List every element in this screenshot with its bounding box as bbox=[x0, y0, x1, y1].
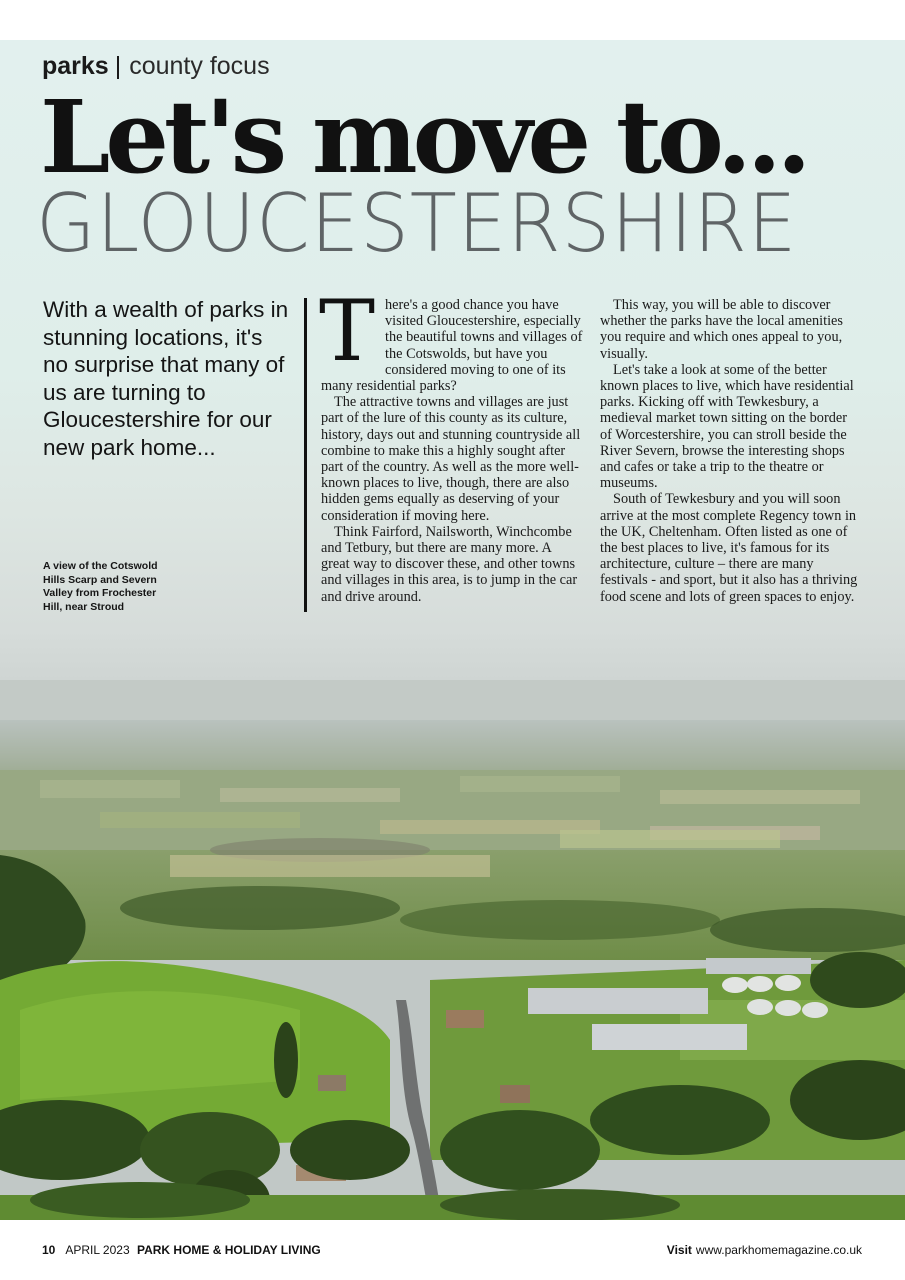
drop-cap: T bbox=[319, 282, 376, 380]
issue-date: APRIL 2023 bbox=[65, 1243, 130, 1257]
article-column-1 bbox=[319, 282, 583, 605]
page-number: 10 bbox=[42, 1243, 56, 1257]
article-paragraph: Think Fairford, Nailsworth, Winchcombe and Tetbury, but there are many more. A great way to discover these, and other towns and villages in this area, is to jump in the car and drive around. bbox=[321, 523, 578, 605]
visit-label: Visit bbox=[666, 1243, 692, 1257]
article-paragraph: The attractive towns and villages are just part of the lure of this county as its culture, history, days out and stunning countryside all combine to make this a highly sought after part of the country. As well as the more well-known places to live, though, there are also hidden gems equally as deserving of your consideration if moving here. bbox=[321, 394, 581, 524]
website-link[interactable]: www.parkhomemagazine.co.uk bbox=[695, 1243, 862, 1257]
landscape-photo bbox=[0, 680, 905, 1220]
magazine-name: PARK HOME & HOLIDAY LIVING bbox=[136, 1243, 321, 1257]
column-rule bbox=[304, 298, 307, 612]
article-column-2 bbox=[600, 297, 862, 605]
paragraph-text: here's a good chance you have visited Gloucestershire, especially the beautiful towns and villages of the Cotswolds, but have you considered moving to one of its many residential parks? bbox=[321, 297, 583, 395]
section-kicker bbox=[42, 52, 270, 81]
article-paragraph bbox=[319, 282, 583, 395]
photo-caption: A view of the Cotswold Hills Scarp and Severn Valley from Frochester Hill, near Stroud bbox=[43, 560, 158, 613]
article-paragraph: Let's take a look at some of the better known places to live, which have residential parks. Kicking off with Tewkesbury, a medieval market town sitting on the border of Worcestershire, you can stroll beside the River Severn, browse the interesting shops and cafes or take a trip to the theatre or museums. bbox=[600, 361, 854, 492]
footer-right bbox=[667, 1243, 862, 1257]
headline: Let's move to... bbox=[40, 78, 807, 196]
section-separator: | bbox=[114, 52, 122, 80]
footer-left bbox=[42, 1243, 321, 1257]
section-label: parks bbox=[42, 52, 109, 80]
headline-county: GLOUCESTERSHIRE bbox=[36, 177, 798, 270]
article-paragraph: South of Tewkesbury and you will soon arrive at the most complete Regency town in the UK, Cheltenham. Often listed as one of the best places to live, it's famous for its architecture, culture – there are many festivals - and sport, but it also has a thriving food scene and lots of green spaces to enjoy. bbox=[600, 491, 858, 605]
standfirst: With a wealth of parks in stunning locations, it's no surprise that many of us are turning to Gloucestershire for our new park home... bbox=[43, 297, 289, 460]
subsection-label: county focus bbox=[129, 52, 270, 80]
article-paragraph: This way, you will be able to discover whether the parks have the local amenities you require and which ones appeal to you, visually. bbox=[600, 297, 843, 362]
page-top-margin bbox=[0, 0, 905, 40]
